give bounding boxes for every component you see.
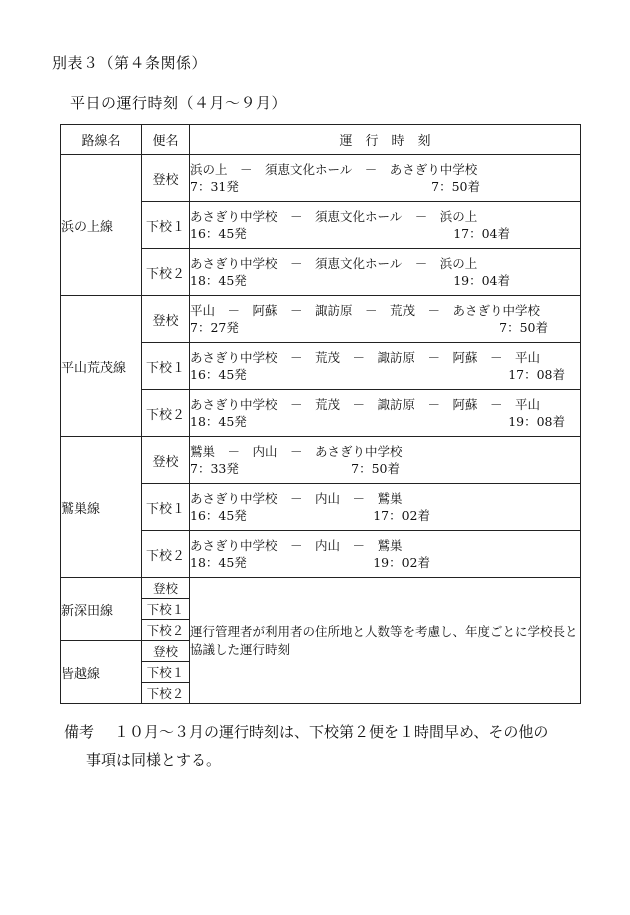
- trip-label: 下校１: [142, 343, 190, 390]
- arrival-time: 17：04着: [453, 226, 510, 241]
- stops-sequence: あさぎり中学校 － 内山 － 鷲巣: [190, 491, 403, 506]
- trip-label: 下校１: [142, 484, 190, 531]
- arrival-time: 7：50着: [431, 179, 480, 194]
- schedule-cell: [190, 296, 581, 343]
- time-line: [190, 225, 510, 242]
- schedule-cell: [190, 484, 581, 531]
- trip-label: 登校: [142, 641, 190, 662]
- stops-sequence: あさぎり中学校 － 須恵文化ホール － 浜の上: [190, 256, 478, 271]
- table-row: [61, 155, 581, 202]
- route-name: 新深田線: [61, 578, 142, 641]
- table-row: [61, 296, 581, 343]
- header-schedule: 運 行 時 刻: [190, 125, 581, 155]
- trip-label: 下校１: [142, 662, 190, 683]
- arrival-time: 19：08着: [508, 414, 565, 429]
- remark-label: 備考: [64, 723, 95, 741]
- departure-time: 7：27発: [190, 320, 239, 335]
- route-name: 鷲巣線: [61, 437, 142, 578]
- departure-time: 18：45発: [190, 414, 247, 429]
- route-name: 皆越線: [61, 641, 142, 704]
- schedule-cell: [190, 249, 581, 296]
- header-route: 路線名: [61, 125, 142, 155]
- trip-label: 下校１: [142, 202, 190, 249]
- time-line: [190, 460, 400, 477]
- table-subheading: 平日の運行時刻（４月～９月）: [70, 94, 288, 112]
- appendix-heading: 別表３（第４条関係）: [52, 54, 208, 72]
- departure-time: 7：33発: [190, 461, 239, 476]
- departure-time: 7：31発: [190, 179, 239, 194]
- departure-time: 16：45発: [190, 226, 247, 241]
- arrival-time: 19：02着: [373, 555, 430, 570]
- schedule-cell: [190, 202, 581, 249]
- stops-sequence: あさぎり中学校 － 内山 － 鷲巣: [190, 538, 403, 553]
- trip-label: 下校２: [142, 683, 190, 704]
- time-line: [190, 272, 510, 289]
- stops-sequence: 平山 － 阿蘇 － 諏訪原 － 荒茂 － あさぎり中学校: [190, 303, 541, 318]
- trip-label: 下校２: [142, 620, 190, 641]
- route-name: 平山荒茂線: [61, 296, 142, 437]
- departure-time: 16：45発: [190, 367, 247, 382]
- trip-label: 登校: [142, 155, 190, 202]
- departure-time: 18：45発: [190, 273, 247, 288]
- trip-label: 下校２: [142, 249, 190, 296]
- timetable: [60, 124, 581, 704]
- arrival-time: 17：08着: [508, 367, 565, 382]
- departure-time: 16：45発: [190, 508, 247, 523]
- table-header-row: [61, 125, 581, 155]
- schedule-cell: [190, 155, 581, 202]
- trip-label: 登校: [142, 296, 190, 343]
- remark: [64, 718, 584, 774]
- stops-sequence: あさぎり中学校 － 須恵文化ホール － 浜の上: [190, 209, 478, 224]
- trip-label: 下校１: [142, 599, 190, 620]
- stops-sequence: 鷲巣 － 内山 － あさぎり中学校: [190, 444, 403, 459]
- arrival-time: 17：02着: [373, 508, 430, 523]
- schedule-cell: [190, 531, 581, 578]
- time-line: [190, 178, 480, 195]
- time-line: [190, 366, 565, 383]
- stops-sequence: あさぎり中学校 － 荒茂 － 諏訪原 － 阿蘇 － 平山: [190, 397, 541, 412]
- stops-sequence: あさぎり中学校 － 荒茂 － 諏訪原 － 阿蘇 － 平山: [190, 350, 541, 365]
- schedule-cell: [190, 343, 581, 390]
- time-line: [190, 554, 430, 571]
- remark-text: １０月～３月の運行時刻は、下校第２便を１時間早め、その他の: [114, 723, 549, 741]
- schedule-cell: [190, 390, 581, 437]
- departure-time: 18：45発: [190, 555, 247, 570]
- time-line: [190, 413, 565, 430]
- route-name: 浜の上線: [61, 155, 142, 296]
- remark-text-continued: 事項は同様とする。: [86, 751, 222, 769]
- header-trip: 便名: [142, 125, 190, 155]
- schedule-cell: [190, 437, 581, 484]
- time-line: [190, 319, 548, 336]
- table-row: [61, 437, 581, 484]
- time-line: [190, 507, 430, 524]
- trip-label: 登校: [142, 578, 190, 599]
- arrival-time: 7：50着: [499, 320, 548, 335]
- trip-label: 下校２: [142, 390, 190, 437]
- trip-label: 登校: [142, 437, 190, 484]
- schedule-note: 運行管理者が利用者の住所地と人数等を考慮し、年度ごとに学校長と協議した運行時刻: [190, 578, 581, 704]
- trip-label: 下校２: [142, 531, 190, 578]
- stops-sequence: 浜の上 － 須恵文化ホール － あさぎり中学校: [190, 162, 478, 177]
- table-row: [61, 578, 581, 599]
- arrival-time: 19：04着: [453, 273, 510, 288]
- arrival-time: 7：50着: [351, 461, 400, 476]
